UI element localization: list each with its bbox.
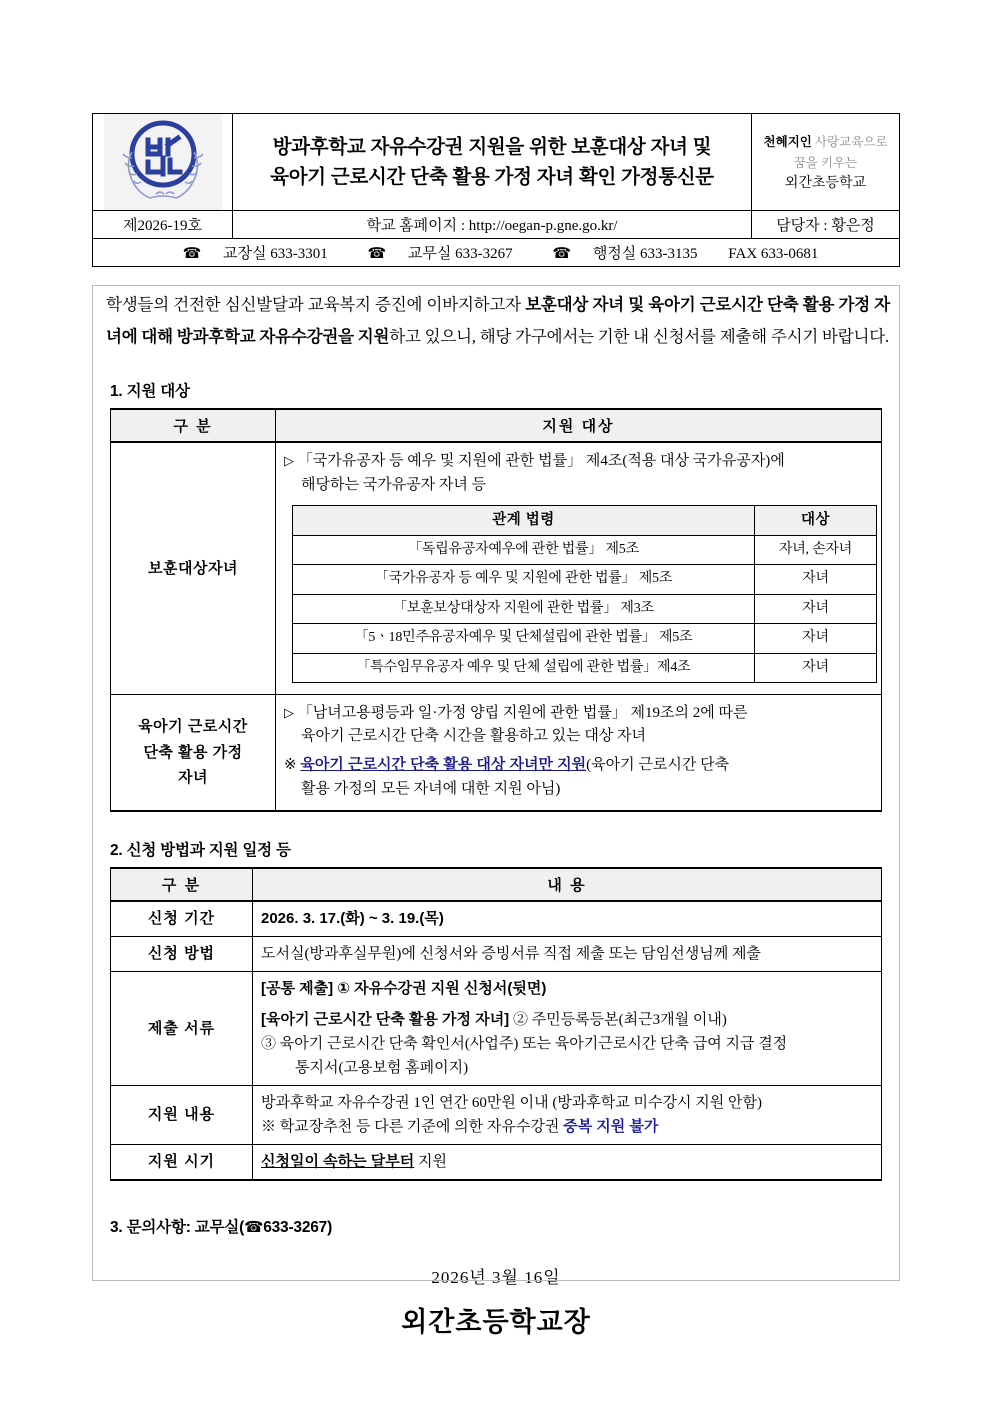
table-row bbox=[293, 653, 877, 682]
docs-line-2-rest: ② 주민등록등본(최근3개월 이내) bbox=[509, 1011, 727, 1028]
row-label-childcare-family bbox=[111, 694, 276, 811]
docs-line-4: 통지서(고용보험 홈페이지) bbox=[295, 1059, 469, 1076]
reference-mark-icon: ※ bbox=[261, 1118, 277, 1135]
table-row bbox=[111, 971, 882, 1085]
note-line bbox=[284, 753, 873, 777]
timing-rest-text: 지원 bbox=[414, 1153, 447, 1170]
telephone-icon: ☎ bbox=[552, 246, 572, 262]
telephone-icon: ☎ bbox=[182, 246, 202, 262]
table-row bbox=[293, 594, 877, 623]
table-header-row bbox=[111, 868, 882, 901]
timing-underlined-text: 신청일이 속하는 달부터 bbox=[261, 1152, 415, 1170]
bullet-line-1 bbox=[284, 450, 873, 473]
row-label-application-method: 신청 방법 bbox=[111, 936, 253, 971]
section-2-heading: 2. 신청 방법과 지원 일정 등 bbox=[110, 841, 291, 859]
document-title-cell bbox=[233, 114, 752, 211]
fax-number: FAX 633-0681 bbox=[728, 246, 819, 262]
law-name: 「보훈보상대상자 지원에 관한 법률」 제3조 bbox=[293, 594, 755, 623]
law-target: 자녀 bbox=[755, 653, 877, 682]
phone-admin-text: 행정실 633-3135 bbox=[592, 246, 698, 262]
support-line-2-highlight: 중복 지원 불가 bbox=[563, 1117, 659, 1135]
row-label-application-period: 신청 기간 bbox=[111, 901, 253, 937]
document-page bbox=[92, 113, 900, 1339]
intro-text-bold: 보훈대상 자녀 및 육아기 근로시간 단축 활용 가정 자녀에 대해 방과후학교 자유수강권을 지원 bbox=[106, 295, 891, 347]
note-rest-text-2: 활용 가정의 모든 자녀에 대한 지원 아님) bbox=[301, 780, 561, 797]
phone-principal-text: 교장실 633-3301 bbox=[223, 246, 328, 262]
law-target: 자녀 bbox=[755, 565, 877, 594]
school-logo-cell bbox=[93, 114, 233, 211]
phone-principal bbox=[174, 246, 337, 262]
table-row bbox=[111, 901, 882, 937]
slogan-line-2: 꿈을 키우는 bbox=[793, 156, 858, 171]
application-info-table bbox=[110, 867, 882, 1181]
title-line-2: 육아기 근로시간 단축 활용 가정 자녀 확인 가정통신문 bbox=[270, 166, 714, 188]
label-line-2: 단축 활용 가정 bbox=[143, 743, 243, 761]
docs-line-2-bold: [육아기 근로시간 단축 활용 가정 자녀] bbox=[261, 1010, 510, 1028]
slogan-bold-text: 천혜지인 bbox=[763, 135, 812, 150]
contact-phone: 633-3267) bbox=[263, 1218, 333, 1236]
row-label-support-timing: 지원 시기 bbox=[111, 1144, 253, 1180]
section-1-heading: 1. 지원 대상 bbox=[110, 383, 190, 401]
row-value-support-content bbox=[253, 1085, 882, 1144]
table-row bbox=[111, 1144, 882, 1180]
phone-office bbox=[358, 246, 521, 262]
related-laws-table bbox=[292, 505, 877, 683]
row-value-application-method: 도서실(방과후실무원)에 신청서와 증빙서류 직접 제출 또는 담임선생님께 제출 bbox=[253, 936, 882, 971]
target-column-header: 대상 bbox=[755, 505, 877, 535]
law-table-header-row bbox=[293, 505, 877, 535]
law-name: 「5ㆍ18민주유공자예우 및 단체설립에 관한 법률」 제5조 bbox=[293, 624, 755, 653]
bullet-text-2: 육아기 근로시간 단축 시간을 활용하고 있는 대상 자녀 bbox=[301, 728, 647, 745]
law-column-header: 관계 법령 bbox=[293, 505, 755, 535]
column-header-content: 내 용 bbox=[253, 868, 882, 901]
row-value-support-timing bbox=[253, 1144, 882, 1180]
table-row bbox=[111, 694, 882, 811]
docs-line-3: ③ 육아기 근로시간 단축 확인서(사업주) 또는 육아기근로시간 단축 급여 지급 결정 bbox=[261, 1035, 788, 1052]
table-row bbox=[111, 936, 882, 971]
law-name: 「독립유공자예우에 관한 법률」 제5조 bbox=[293, 536, 755, 565]
intro-text-a: 학생들의 건전한 심신발달과 교육복지 증진에 이바지하고자 bbox=[106, 295, 526, 314]
document-signature: 외간초등학교장 bbox=[401, 1306, 591, 1337]
row-content-childcare bbox=[276, 694, 882, 811]
docs-line-2 bbox=[261, 1008, 873, 1032]
note-highlight-text: 육아기 근로시간 단축 활용 대상 자녀만 지원 bbox=[300, 756, 587, 774]
bullet-text-2: 해당하는 국가유공자 자녀 등 bbox=[301, 476, 487, 493]
bullet-line-1 bbox=[284, 702, 873, 725]
law-target: 자녀 bbox=[755, 624, 877, 653]
slogan-light-text-1: 사랑교육으로 bbox=[811, 135, 888, 150]
label-line-1: 육아기 근로시간 bbox=[138, 718, 248, 736]
letterhead-table bbox=[92, 113, 900, 267]
title-line-1: 방과후학교 자유수강권 지원을 위한 보훈대상 자녀 및 bbox=[272, 135, 712, 158]
table-row bbox=[293, 565, 877, 594]
support-line-1: 방과후학교 자유수강권 1인 연간 60만원 이내 (방과후학교 미수강시 지원 안함) bbox=[261, 1094, 762, 1111]
docs-line-1-bold: [공통 제출] bbox=[261, 979, 334, 997]
table-row bbox=[111, 442, 882, 694]
intro-text-c: 하고 있으니, 해당 가구에서는 기한 내 신청서를 제출해 주시기 바랍니다. bbox=[389, 327, 889, 347]
table-row bbox=[111, 1085, 882, 1144]
table-header-row bbox=[111, 409, 882, 442]
column-header-category: 구 분 bbox=[111, 409, 276, 442]
spacer bbox=[261, 1001, 873, 1008]
triangle-right-icon: ▷ bbox=[284, 704, 294, 720]
bullet-text-1: 「국가유공자 등 예우 및 지원에 관한 법률」 제4조(적용 대상 국가유공자)에 bbox=[297, 453, 785, 470]
law-target: 자녀, 손자녀 bbox=[755, 536, 877, 565]
section-3-contact bbox=[110, 1215, 900, 1237]
docs-line-1 bbox=[261, 977, 873, 1001]
law-name: 「특수임무유공자 예우 및 단체 설립에 관한 법률」제4조 bbox=[293, 653, 755, 682]
document-date: 2026년 3월 16일 bbox=[431, 1267, 561, 1287]
school-slogan-cell bbox=[752, 114, 900, 211]
letterhead-phone-row bbox=[93, 239, 900, 267]
table-row bbox=[293, 536, 877, 565]
issue-number: 제2026-19호 bbox=[93, 211, 233, 239]
school-emblem-icon bbox=[104, 114, 222, 210]
reference-mark-icon: ※ bbox=[284, 757, 297, 774]
bullet-text-1: 「남녀고용평등과 일·가정 양립 지원에 관한 법률」 제19조의 2에 따른 bbox=[297, 704, 748, 721]
row-label-support-content: 지원 내용 bbox=[111, 1085, 253, 1144]
column-header-category: 구 분 bbox=[111, 868, 253, 901]
letterhead-info-row bbox=[93, 211, 900, 239]
support-line-2-text: 학교장추천 등 다른 기준에 의한 자유수강권 bbox=[279, 1118, 564, 1135]
row-label-veterans-children: 보훈대상자녀 bbox=[111, 442, 276, 694]
row-label-required-documents: 제출 서류 bbox=[111, 971, 253, 1085]
slogan-line-1 bbox=[752, 130, 899, 154]
law-name: 「국가유공자 등 예우 및 지원에 관한 법률」 제5조 bbox=[293, 565, 755, 594]
telephone-icon: ☎ bbox=[244, 1218, 264, 1236]
letterhead-title-row bbox=[93, 114, 900, 211]
manager-name: 담당자 : 황은정 bbox=[752, 211, 900, 239]
phone-list bbox=[93, 239, 900, 267]
school-name-text: 외간초등학교 bbox=[784, 175, 867, 191]
eligibility-table bbox=[110, 408, 882, 812]
triangle-right-icon: ▷ bbox=[284, 453, 294, 469]
law-target: 자녀 bbox=[755, 594, 877, 623]
support-line-2 bbox=[261, 1115, 873, 1139]
row-value-required-documents bbox=[253, 971, 882, 1085]
intro-paragraph bbox=[92, 289, 900, 353]
phone-admin bbox=[543, 246, 706, 262]
note-rest-text-1: (육아기 근로시간 단축 bbox=[586, 757, 730, 774]
label-line-3: 자녀 bbox=[178, 769, 208, 787]
school-homepage[interactable]: 학교 홈페이지 : http://oegan-p.gne.go.kr/ bbox=[233, 211, 752, 239]
docs-line-1-rest: ① 자유수강권 지원 신청서(뒷면) bbox=[333, 979, 547, 997]
contact-label: 3. 문의사항: 교무실( bbox=[110, 1218, 245, 1236]
table-row bbox=[293, 624, 877, 653]
row-value-application-period: 2026. 3. 17.(화) ~ 3. 19.(목) bbox=[253, 901, 882, 937]
telephone-icon: ☎ bbox=[367, 246, 387, 262]
row-content-veterans bbox=[276, 442, 882, 694]
phone-office-text: 교무실 633-3267 bbox=[407, 246, 513, 262]
column-header-target: 지원 대상 bbox=[276, 409, 882, 442]
